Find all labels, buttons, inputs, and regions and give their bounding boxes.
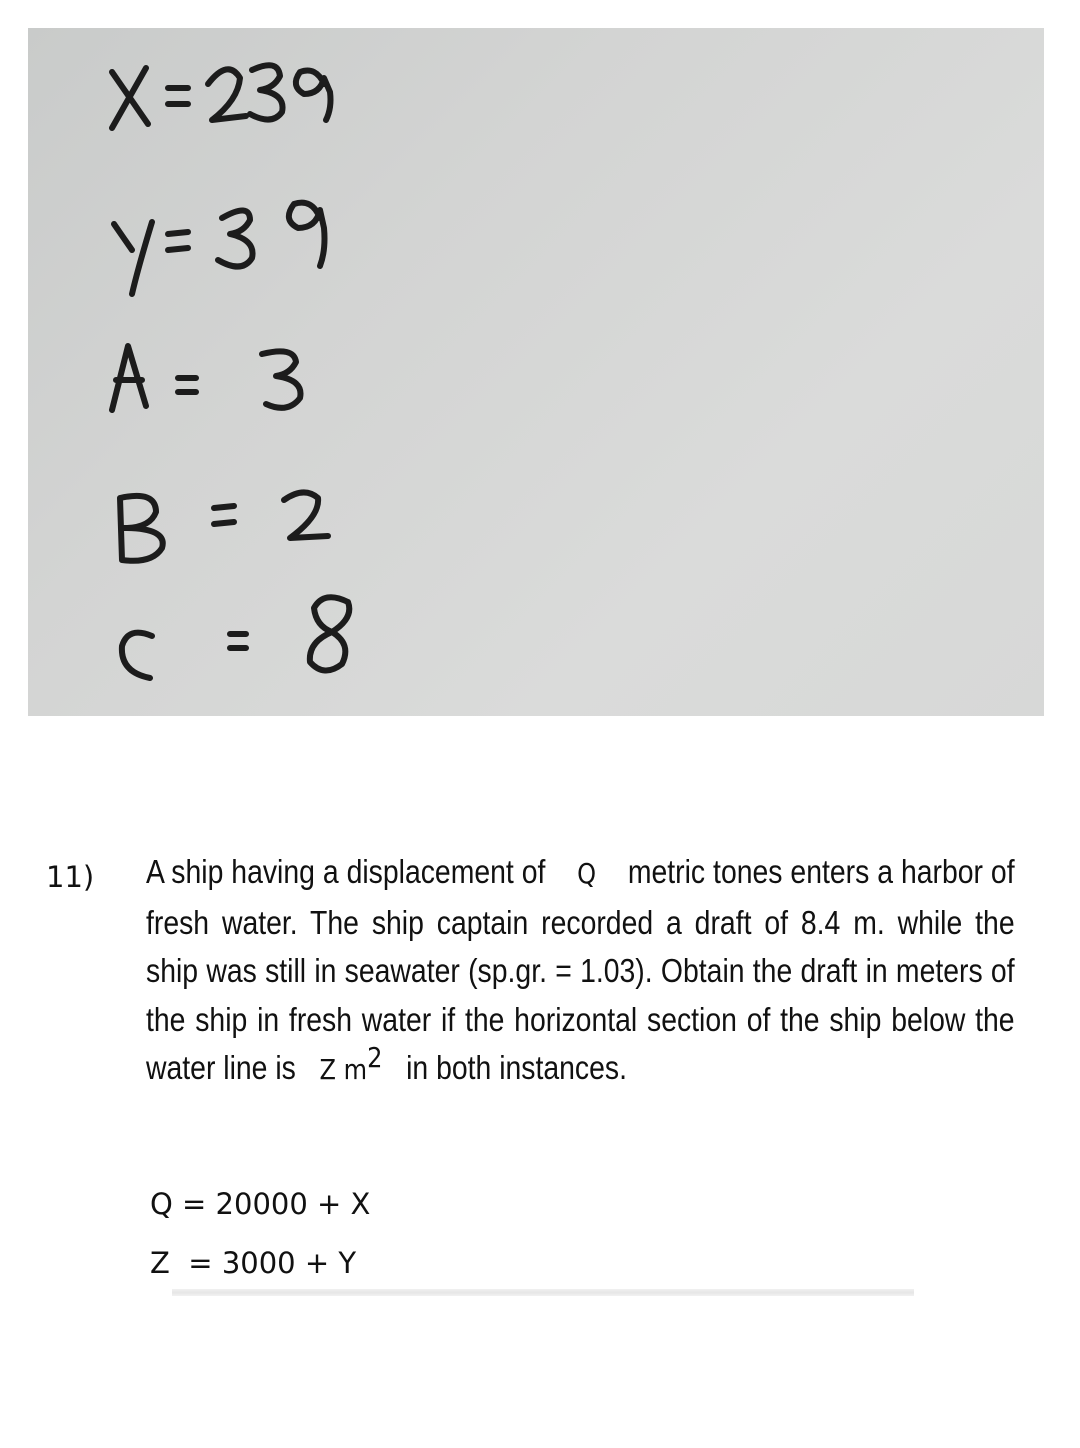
- handwritten-a-line: [112, 346, 301, 410]
- variable-q: Q: [577, 857, 597, 890]
- handwritten-c-line: [122, 597, 349, 678]
- problem-text-part2: metric tones enters a harbor of fresh water. The ship captain recorded a draft of 8.4 m. while the ship was still in seawater (sp.gr. = 1.03). Obtain the draft in meters of the ship in fresh water if the horizontal section of the ship below the water line is: [146, 853, 1015, 1086]
- problem-text-part3: in both instances.: [406, 1049, 627, 1086]
- handwritten-b-line: [120, 492, 328, 560]
- superscript-2: 2: [367, 1041, 383, 1074]
- divider: [172, 1289, 914, 1296]
- handwritten-x-line: [112, 65, 331, 128]
- problem-text-part1: A ship having a displacement of: [146, 853, 546, 890]
- handwritten-y-line: [114, 203, 325, 294]
- given-q: Q = 20000 + X: [150, 1187, 371, 1221]
- problem-number: 11): [46, 860, 95, 894]
- handwriting-drawing: [28, 28, 1044, 716]
- variable-z: Z m: [319, 1053, 368, 1086]
- handwritten-photo: [28, 28, 1044, 716]
- problem-text: [146, 848, 1015, 1095]
- given-z: Z = 3000 + Y: [150, 1246, 357, 1280]
